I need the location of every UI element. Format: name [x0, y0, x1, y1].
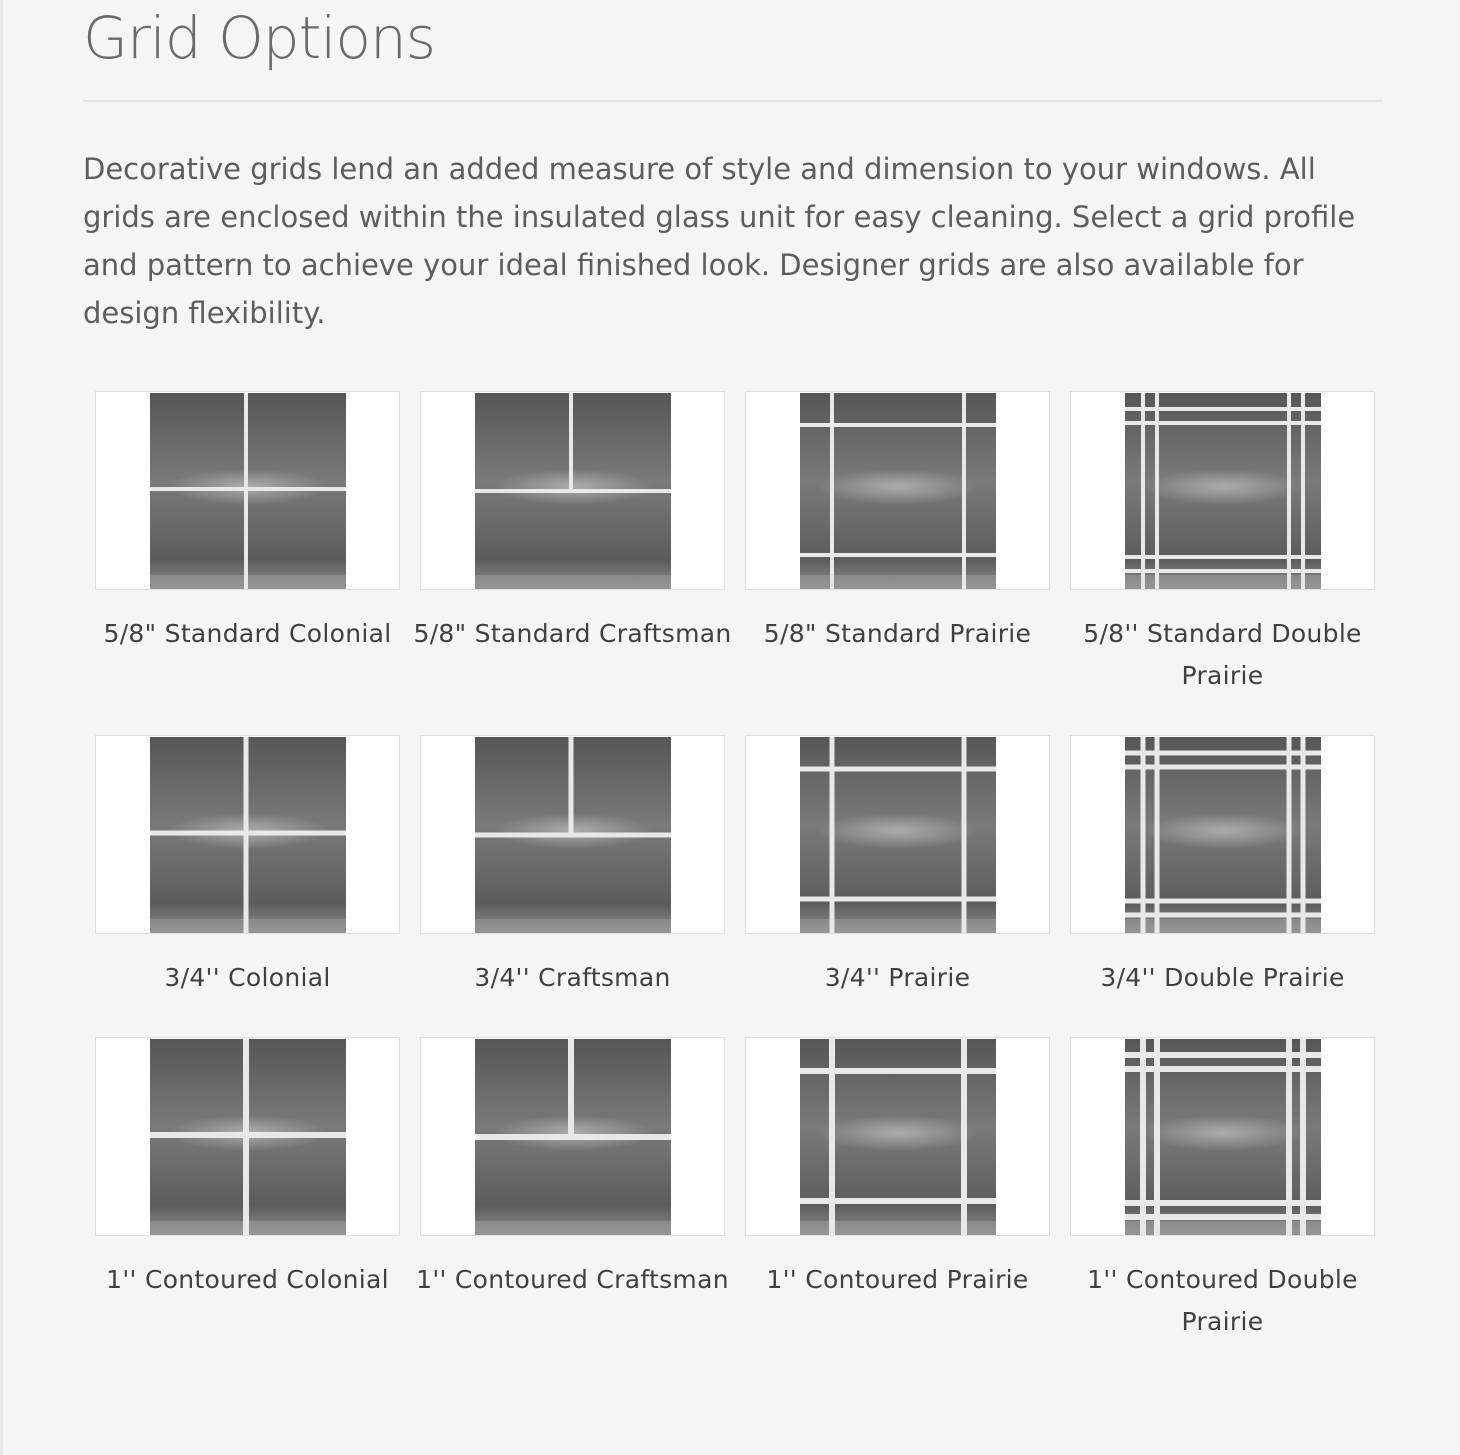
glass-pane-craftsman	[475, 737, 671, 933]
grid-option-image[interactable]	[745, 391, 1050, 590]
glass-pane-double-prairie	[1125, 1039, 1321, 1235]
glass-pane-prairie	[800, 393, 996, 589]
grid-option-image[interactable]	[420, 735, 725, 934]
grid-option-image[interactable]	[1070, 735, 1375, 934]
glass-pane-double-prairie	[1125, 737, 1321, 933]
grid-option-image[interactable]	[420, 391, 725, 590]
grid-option-label: 5/8" Standard Craftsman	[413, 619, 732, 648]
grid-option-label: 5/8'' Standard Double Prairie	[1083, 619, 1362, 690]
grid-option-image[interactable]	[95, 391, 400, 590]
grid-option-label: 1'' Contoured Colonial	[106, 1265, 389, 1294]
glass-pane-colonial	[150, 393, 346, 589]
glass-pane-colonial	[150, 737, 346, 933]
glass-pane-double-prairie	[1125, 393, 1321, 589]
grid-option-label: 1'' Contoured Craftsman	[416, 1265, 729, 1294]
grid-option-image[interactable]	[95, 1037, 400, 1236]
grid-option-label: 3/4'' Double Prairie	[1100, 963, 1345, 992]
grid-option-image[interactable]	[1070, 391, 1375, 590]
grid-option-label: 3/4'' Colonial	[164, 963, 331, 992]
glass-pane-prairie	[800, 1039, 996, 1235]
grid-option-label: 3/4'' Craftsman	[474, 963, 671, 992]
glass-pane-craftsman	[475, 1039, 671, 1235]
grid-option-image[interactable]	[1070, 1037, 1375, 1236]
glass-pane-prairie	[800, 737, 996, 933]
grid-option-label: 1'' Contoured Prairie	[766, 1265, 1029, 1294]
glass-pane-craftsman	[475, 393, 671, 589]
intro-paragraph: Decorative grids lend an added measure of style and dimension to your windows. All grids are enclosed within the insulated glass unit for easy cleaning. Select a grid profile and pattern to achieve your ideal finished look. Designer grids are also available for design flexibility.	[83, 152, 1356, 330]
page-title: Grid Options	[83, 4, 435, 72]
grid-option-label: 1'' Contoured Double Prairie	[1087, 1265, 1358, 1336]
grid-option-image[interactable]	[745, 1037, 1050, 1236]
grid-option-image[interactable]	[745, 735, 1050, 934]
grid-option-image[interactable]	[95, 735, 400, 934]
glass-pane-colonial	[150, 1039, 346, 1235]
grid-option-label: 5/8" Standard Colonial	[103, 619, 392, 648]
grid-option-image[interactable]	[420, 1037, 725, 1236]
title-divider	[83, 100, 1383, 102]
grid-option-label: 5/8" Standard Prairie	[763, 619, 1032, 648]
grid-option-label: 3/4'' Prairie	[824, 963, 971, 992]
